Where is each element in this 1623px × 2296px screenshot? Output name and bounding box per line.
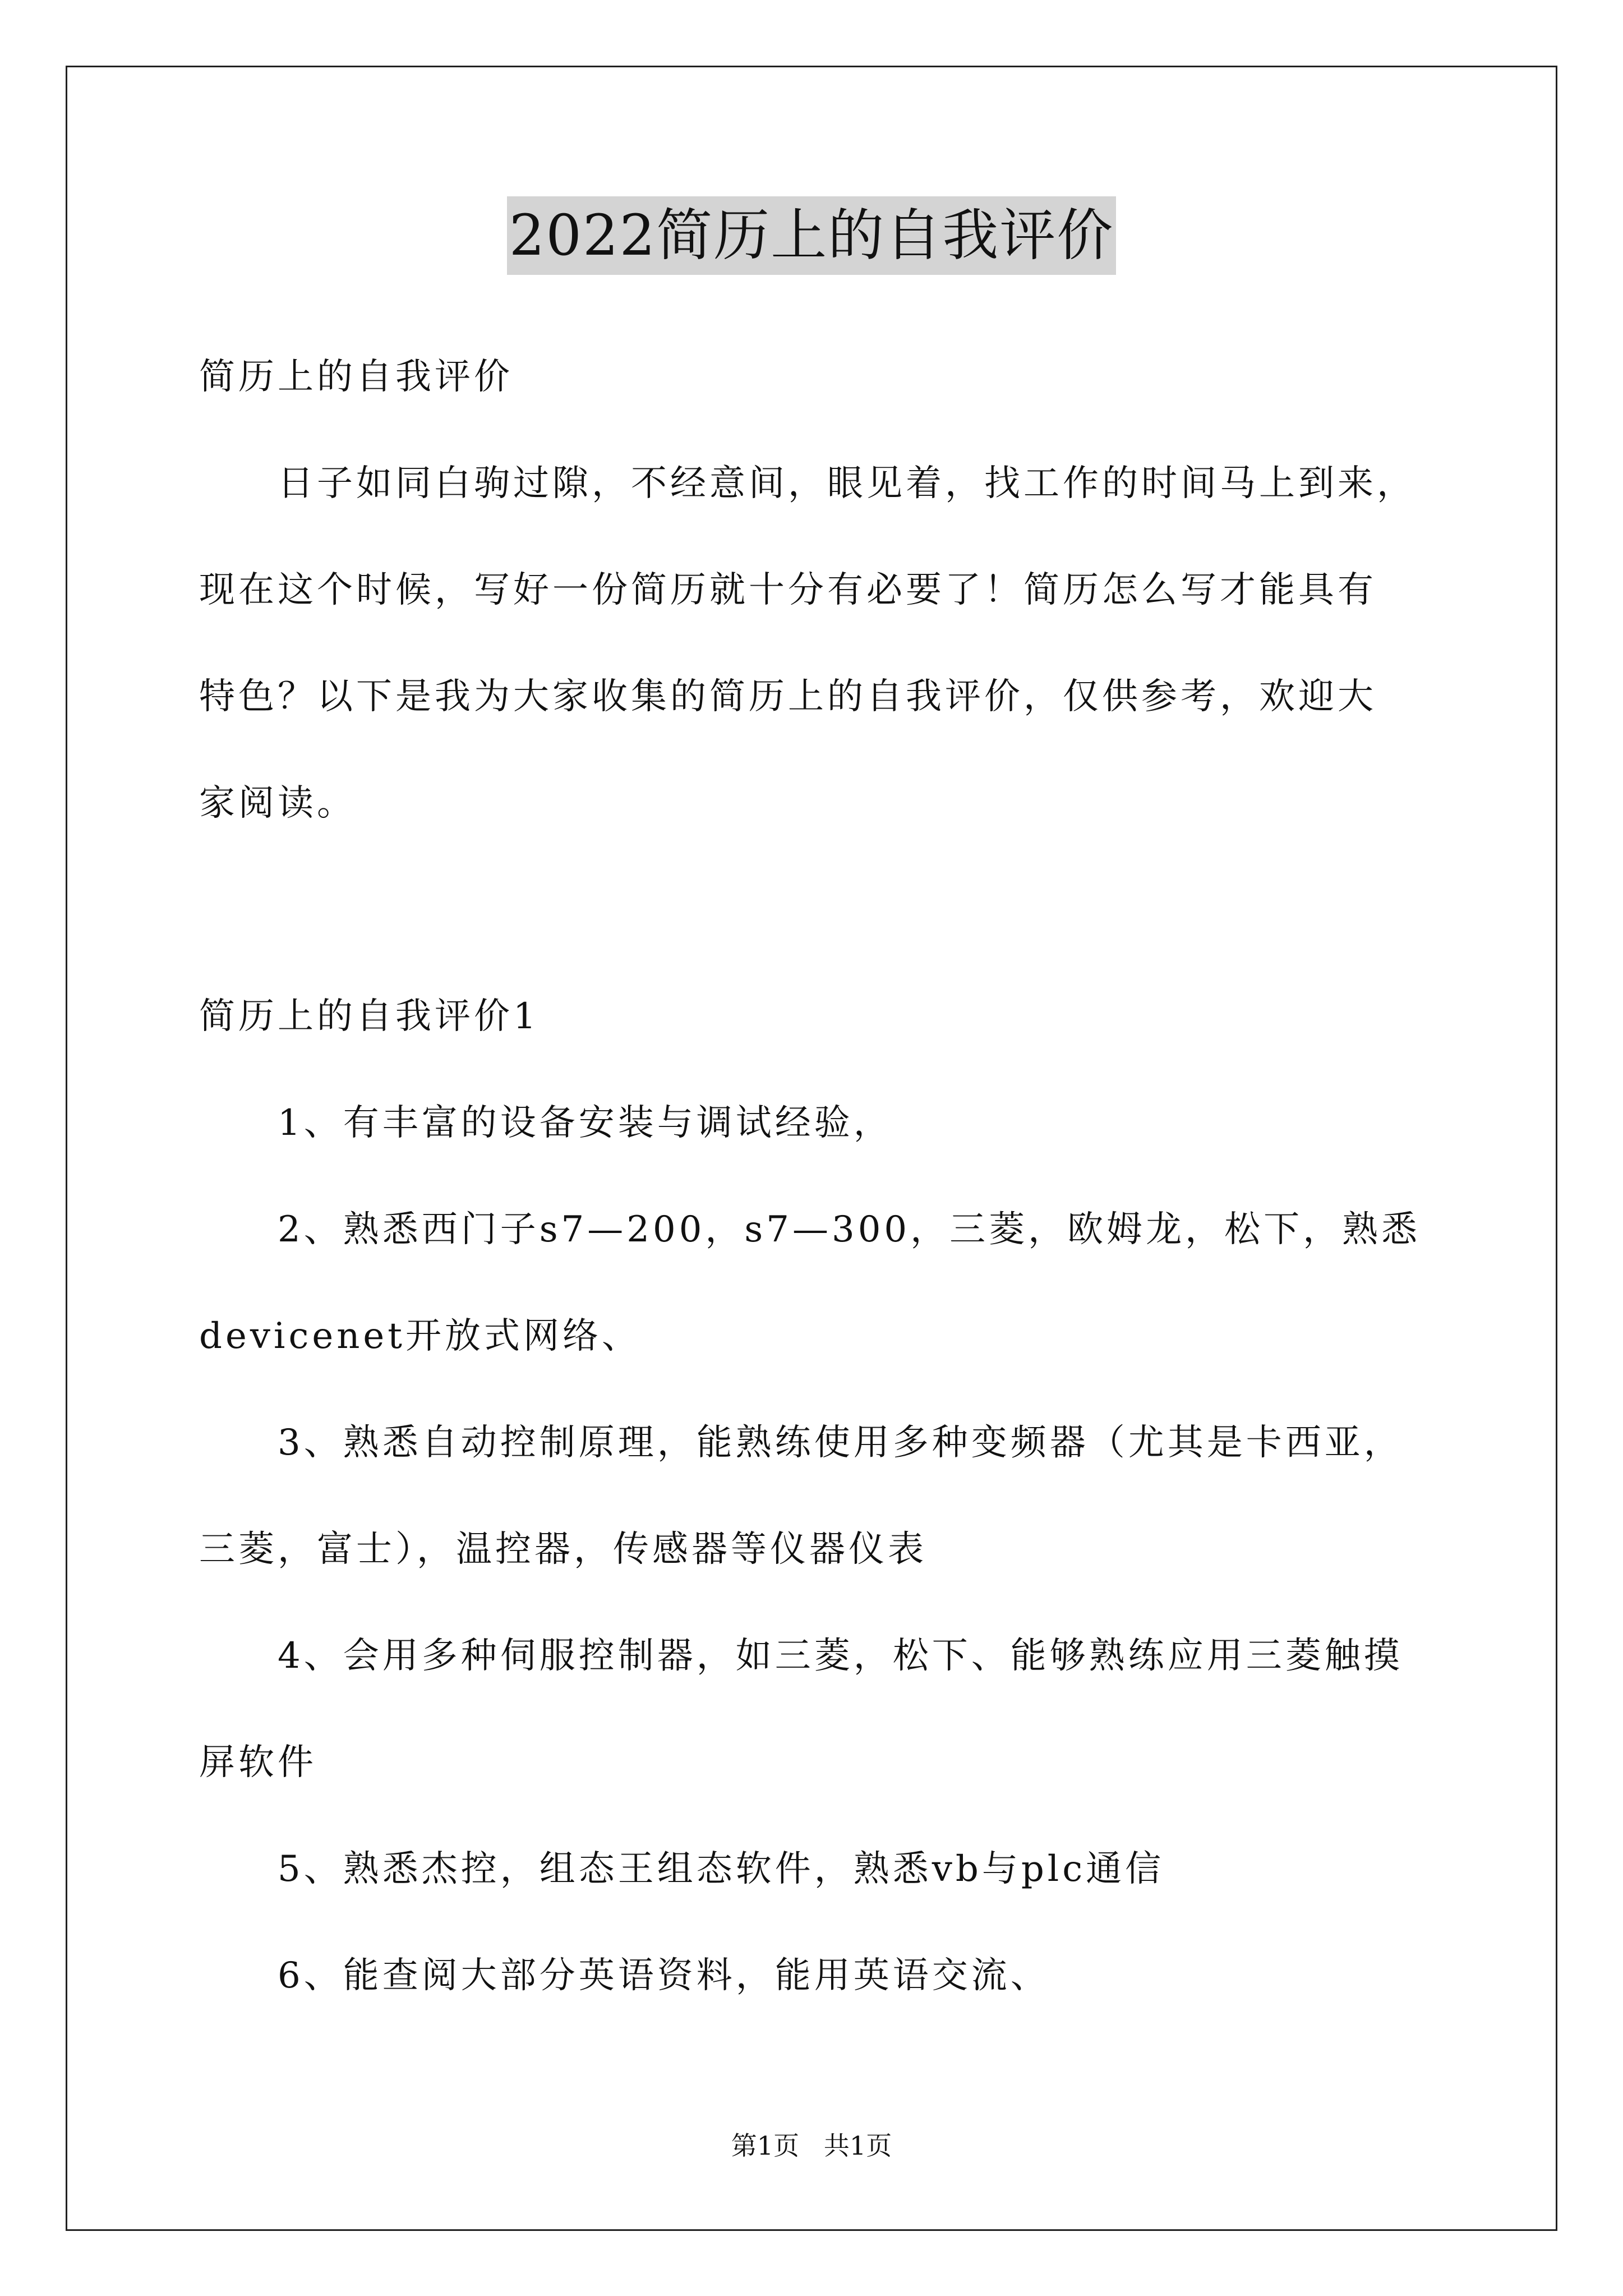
list-item-4-line-2: 屏软件 xyxy=(199,1742,317,1783)
section-heading: 简历上的自我评价1 xyxy=(199,996,540,1037)
page-footer: 第1页 共1页 xyxy=(731,2131,892,2161)
subtitle: 简历上的自我评价 xyxy=(199,356,513,398)
intro-line-1: 日子如同白驹过隙，不经意间，眼见着，找工作的时间马上到来， xyxy=(278,463,1416,504)
list-item-3-line-2: 三菱，富士），温控器，传感器等仪器仪表 xyxy=(199,1529,927,1570)
list-item-3-line-1: 3、熟悉自动控制原理，能熟练使用多种变频器（尤其是卡西亚， xyxy=(278,1422,1403,1464)
list-item-1-line-1: 1、有丰富的设备安装与调试经验， xyxy=(278,1102,893,1144)
intro-line-2: 现在这个时候，写好一份简历就十分有必要了！简历怎么写才能具有 xyxy=(199,569,1377,611)
list-item-6-line-1: 6、能查阅大部分英语资料，能用英语交流、 xyxy=(278,1955,1050,1996)
list-item-2-line-2: devicenet开放式网络、 xyxy=(199,1315,641,1357)
list-item-2-line-1: 2、熟悉西门子s7—200，s7—300，三菱，欧姆龙，松下，熟悉 xyxy=(278,1209,1421,1250)
list-item-4-line-1: 4、会用多种伺服控制器，如三菱，松下、能够熟练应用三菱触摸 xyxy=(278,1635,1403,1677)
document-title: 2022简历上的自我评价 xyxy=(507,196,1117,275)
intro-line-3: 特色？以下是我为大家收集的简历上的自我评价，仅供参考，欢迎大 xyxy=(199,676,1377,717)
title-container xyxy=(0,196,1623,275)
intro-line-4: 家阅读。 xyxy=(199,783,356,824)
list-item-5-line-1: 5、熟悉杰控，组态王组态软件，熟悉vb与plc通信 xyxy=(278,1848,1165,1890)
